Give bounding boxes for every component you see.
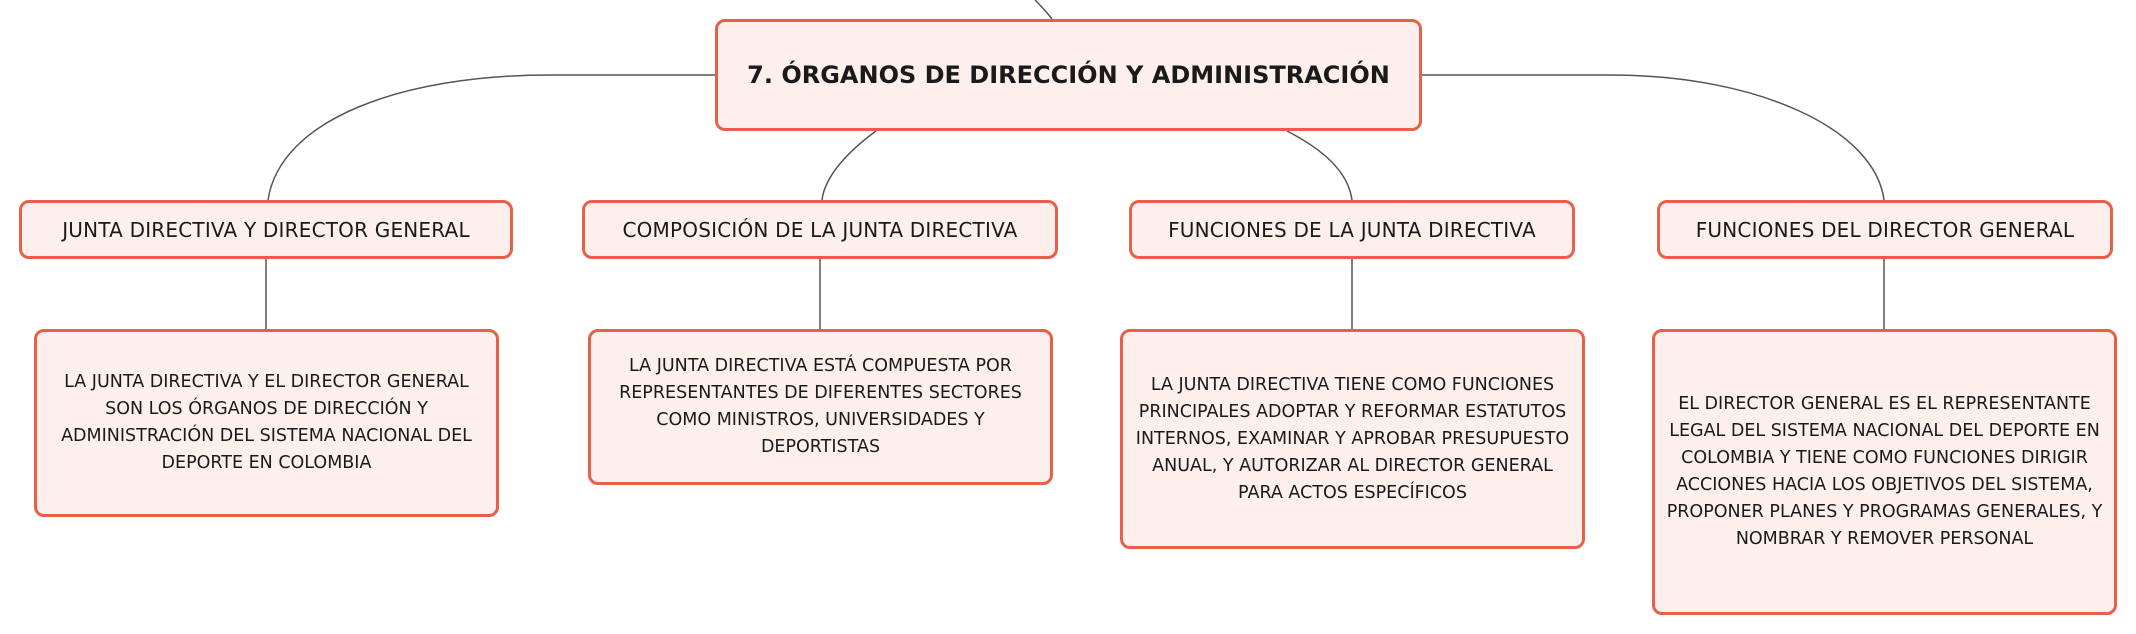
root-title: 7. ÓRGANOS DE DIRECCIÓN Y ADMINISTRACIÓN <box>747 61 1390 89</box>
detail-text: LA JUNTA DIRECTIVA TIENE COMO FUNCIONES PRINCIPALES ADOPTAR Y REFORMAR ESTATUTOS INTERNOS, EXAMINAR Y APROBAR PRESUPUESTO ANUAL, Y AUTORIZAR AL DIRECTOR GENERAL PARA ACTOS ESPECÍFICOS <box>1135 374 1570 503</box>
detail-junta-directiva-y-director-general[interactable] <box>34 329 499 517</box>
connector-root-topic-1 <box>268 75 715 200</box>
root-topic[interactable] <box>715 19 1422 131</box>
detail-composicion-de-la-junta-directiva[interactable] <box>588 329 1053 485</box>
connector-root-topic-4 <box>1422 75 1884 200</box>
topic-title: JUNTA DIRECTIVA Y DIRECTOR GENERAL <box>62 217 470 242</box>
detail-text: LA JUNTA DIRECTIVA Y EL DIRECTOR GENERAL SON LOS ÓRGANOS DE DIRECCIÓN Y ADMINISTRACIÓN DEL SISTEMA NACIONAL DEL DEPORTE EN COLOMBIA <box>61 372 472 473</box>
connector-root-topic-3 <box>1287 131 1352 200</box>
topic-junta-directiva-y-director-general[interactable] <box>19 200 513 259</box>
connector-to-parent <box>1035 0 1052 19</box>
topic-title: FUNCIONES DE LA JUNTA DIRECTIVA <box>1168 217 1536 242</box>
topic-title: FUNCIONES DEL DIRECTOR GENERAL <box>1695 217 2075 242</box>
topic-funciones-de-la-junta-directiva[interactable] <box>1129 200 1575 259</box>
topic-composicion-de-la-junta-directiva[interactable] <box>582 200 1058 259</box>
topic-funciones-del-director-general[interactable] <box>1657 200 2113 259</box>
detail-funciones-del-director-general[interactable] <box>1652 329 2117 615</box>
topic-title: COMPOSICIÓN DE LA JUNTA DIRECTIVA <box>622 217 1018 242</box>
detail-text: LA JUNTA DIRECTIVA ESTÁ COMPUESTA POR REPRESENTANTES DE DIFERENTES SECTORES COMO MINISTROS, UNIVERSIDADES Y DEPORTISTAS <box>619 356 1022 457</box>
detail-text: EL DIRECTOR GENERAL ES EL REPRESENTANTE LEGAL DEL SISTEMA NACIONAL DEL DEPORTE EN COLOMBIA Y TIENE COMO FUNCIONES DIRIGIR ACCIONES HACIA LOS OBJETIVOS DEL SISTEMA, PROPONER PLANES Y PROGRAMAS GENERALES, Y NOMBRAR Y REMOVER PERSONAL <box>1666 394 2103 549</box>
connector-root-topic-2 <box>822 131 876 200</box>
detail-funciones-de-la-junta-directiva[interactable] <box>1120 329 1585 549</box>
